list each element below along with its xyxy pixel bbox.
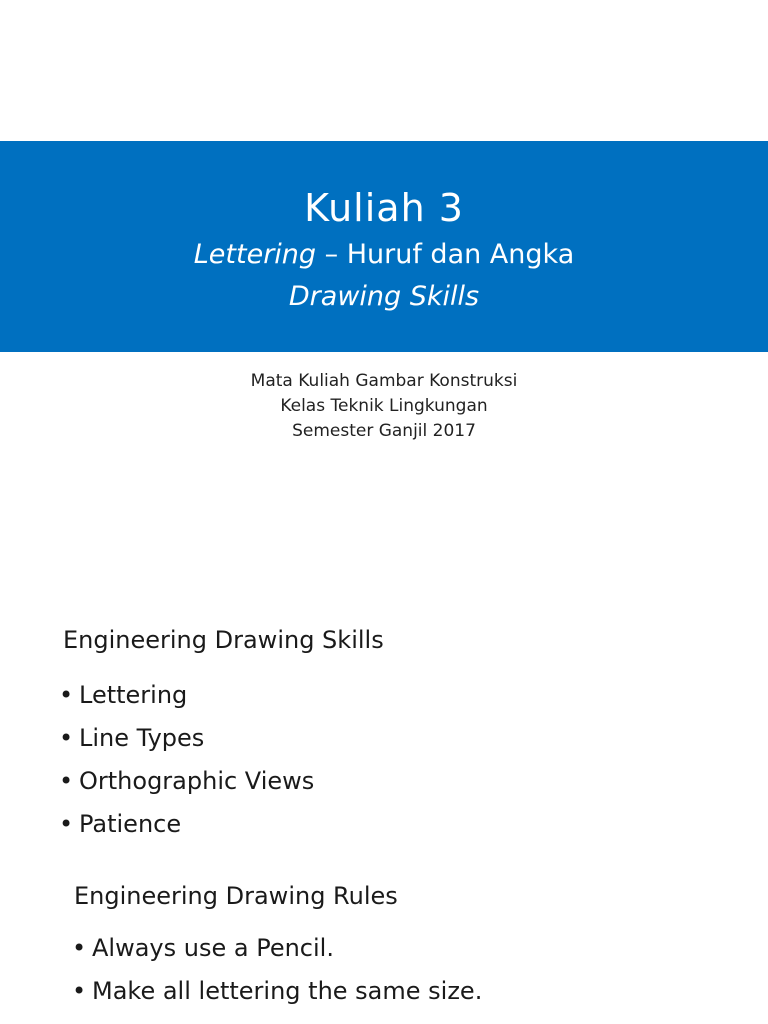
skills-heading: Engineering Drawing Skills: [63, 626, 384, 654]
lecture-subtitle: [0, 238, 768, 272]
subtitle-rest-part: – Huruf dan Angka: [316, 239, 575, 270]
rules-heading: Engineering Drawing Rules: [74, 882, 398, 910]
list-item: • Orthographic Views: [59, 760, 314, 803]
class-name: Kelas Teknik Lingkungan: [280, 396, 488, 416]
course-info: [0, 369, 768, 444]
list-item: • Lettering: [59, 674, 314, 717]
subtitle-italic-part: Lettering: [193, 239, 317, 270]
course-name: Mata Kuliah Gambar Konstruksi: [250, 371, 518, 391]
lecture-subtitle-2: Drawing Skills: [288, 281, 480, 312]
lecture-title: Kuliah 3: [304, 186, 464, 230]
list-item: • Line Types: [59, 717, 314, 760]
skills-list: [59, 674, 314, 846]
title-banner: [0, 141, 768, 352]
list-item: • Always use a Pencil.: [72, 927, 482, 970]
list-item: • Patience: [59, 803, 314, 846]
rules-list: [72, 927, 482, 1013]
list-item: • Make all lettering the same size.: [72, 970, 482, 1013]
semester: Semester Ganjil 2017: [292, 421, 476, 441]
